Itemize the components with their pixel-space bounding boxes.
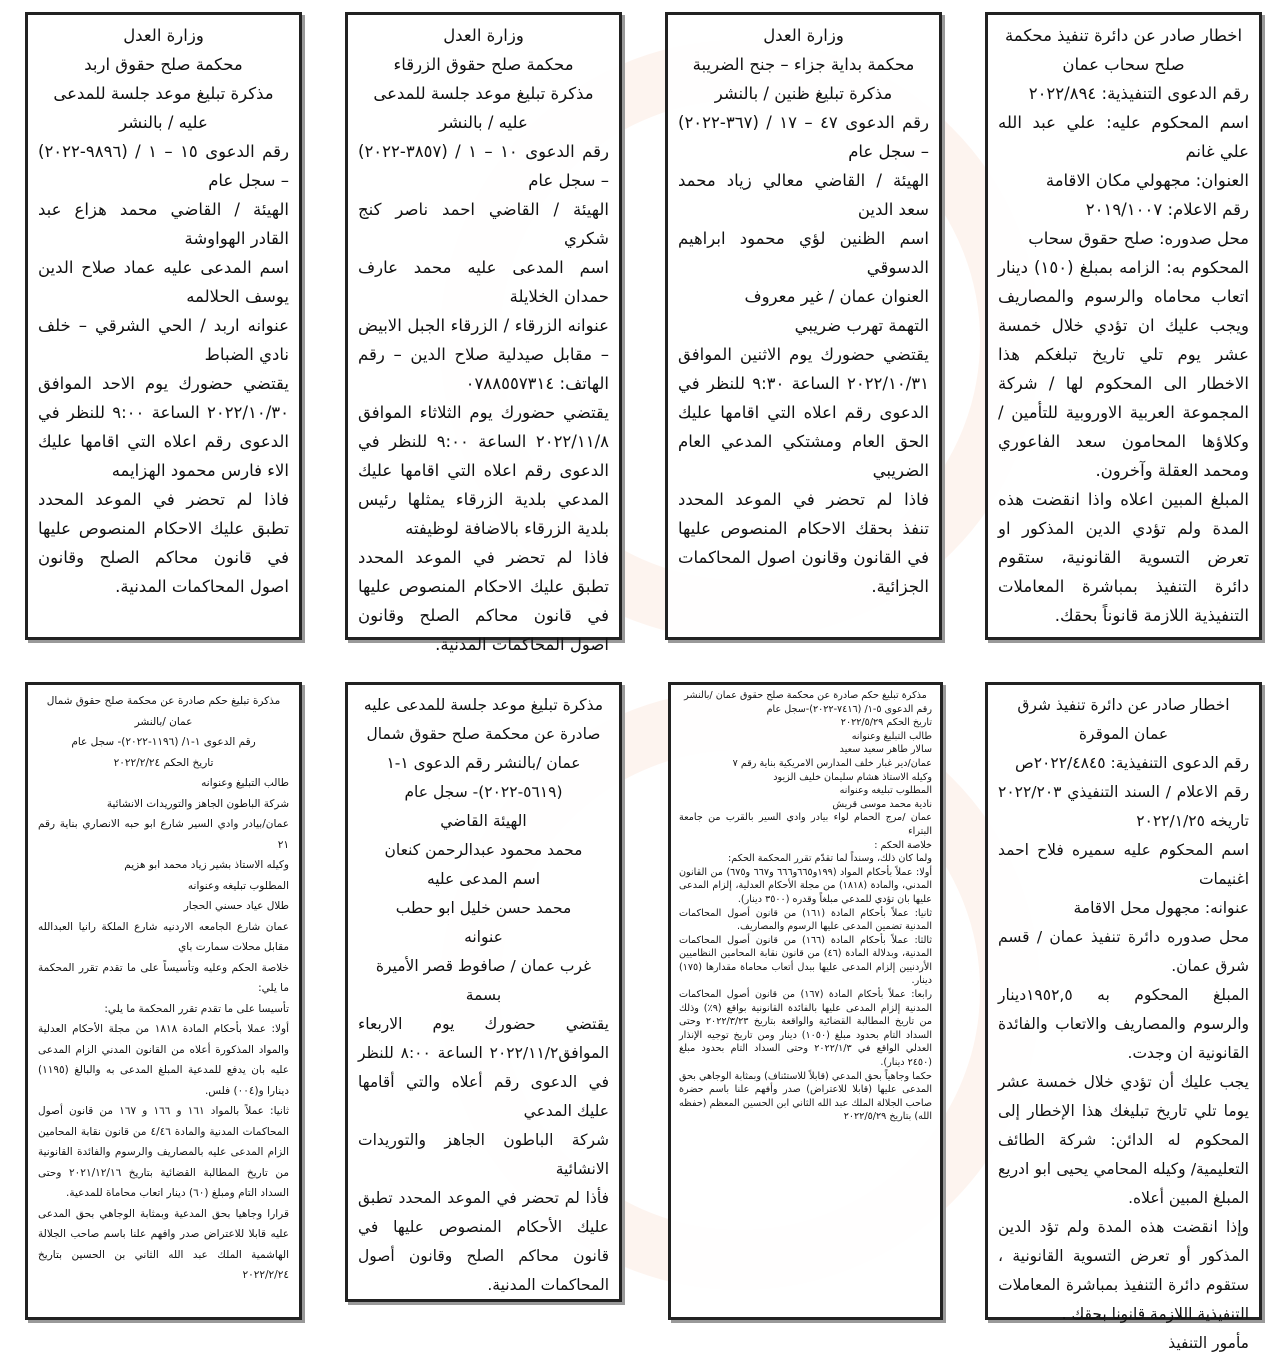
notice-line: رقم الدعوى ١-١/ (١١٩٦-٢٠٢٢)- سجل عام xyxy=(71,736,256,748)
notice-line: مأمور التنفيذ xyxy=(1168,1334,1249,1352)
notice-line: المطلوب تبليغه وعنوانه xyxy=(839,785,932,797)
notice-line: اسم الظنين لؤي محمود ابراهيم الدسوقي xyxy=(678,229,929,277)
notice-line: رقم الدعوى ١٥ – ١ / (٩٨٩٦-٢٠٢٢) – سجل عام xyxy=(38,142,289,190)
notice-line: محمد حسن خليل ابو حطب xyxy=(395,899,572,917)
notice-sahab-execution xyxy=(985,12,1262,640)
notice-zarqa-court xyxy=(345,12,622,654)
notice-line: محل صدوره دائرة تنفيذ عمان / قسم شرق عمان. xyxy=(998,928,1249,975)
notice-line: يقتضي حضورك يوم الاثنين الموافق ٢٠٢٢/١٠/٣١ الساعة ٩:٣٠ للنظر في الدعوى رقم اعلاه التي اقامها عليك الحق العام ومشتكي المدعي العام الضريبي xyxy=(678,345,929,480)
notice-east-amman-execution xyxy=(985,682,1262,1352)
notice-heading: اخطار صادر عن دائرة تنفيذ محكمة صلح سحاب عمان xyxy=(1004,26,1243,74)
notice-line: محكمة بداية جزاء – جنح الضريبة xyxy=(692,55,915,74)
notice-line: طلال عياد حسني الحجار xyxy=(183,900,289,912)
notice-line: المطلوب تبليغه وعنوانه xyxy=(187,879,289,892)
notice-line: عنوانه اربد / الحي الشرقي – خلف نادي الضباط xyxy=(38,316,289,364)
notice-line: نادية محمد موسى قريش xyxy=(832,798,932,810)
notice-line: محل صدوره: صلح حقوق سحاب xyxy=(1028,229,1249,248)
notice-line: وكيله الاستاذ هشام سليمان خليف الزيود xyxy=(773,771,932,783)
notice-line: شركة الباطون الجاهز والتوريدات الانشائية xyxy=(106,797,289,810)
notice-line: المبلغ المبين اعلاه واذا انقضت هذه المدة ولم تؤدي الدين المذكور او تعرض التسوية القانونية، ستقوم دائرة التنفيذ بمباشرة المعاملات التنفيذية اللازمة قانوناً بحقك. xyxy=(998,490,1249,625)
notice-line: وكيله الاستاذ بشير زياد محمد ابو هزيم xyxy=(124,859,289,871)
notice-line: مذكرة تبليغ ظنين / بالنشر xyxy=(714,84,893,103)
notice-heading: مذكرة تبليغ موعد جلسة للمدعى عليه صادرة عن محكمة صلح حقوق شمال عمان /بالنشر رقم الدعوى ١-١ (٥٦١٩-٢٠٢٢)- سجل عام xyxy=(363,696,604,801)
notice-line: عمان/بيادر وادي السير شارع ابو حبه الانصاري بناية رقم ٢١ xyxy=(38,818,289,851)
notice-line: عمان /مرج الحمام لواء بيادر وادي السير بالقرب من جامعة البتراء xyxy=(679,812,932,837)
notice-line: العنوان: مجهولي مكان الاقامة xyxy=(1045,171,1249,190)
notice-line: الهيئة / القاضي احمد ناصر كنج شكري xyxy=(358,200,609,248)
notice-line: ثانيا: عملاً بالمواد ١٦١ و ١٦٦ و ١٦٧ من قانون أصول المحاكمات المدنية والمادة ٤/٤٦ من قانون نقابة المحامين الزام المدعى عليه بالمصاريف والرسوم والفائدة القانونية من تاريخ المطالبة القضائية بتاريخ ٢٠٢١/١٢/١٦ وحتى السداد التام ومبلغ (٦٠) دينار اتعاب محاماة للمدعية. xyxy=(38,1105,289,1199)
notice-line: رقم الدعوى ١٠ – ١ / (٣٨٥٧-٢٠٢٢) – سجل عام xyxy=(358,142,609,190)
notice-line: فاذا لم تحضر في الموعد المحدد تطبق عليك الاحكام المنصوص عليها في قانون محاكم الصلح وقانون اصول المحاكمات المدنية. xyxy=(358,548,609,654)
notice-line: تأسيسا على ما تقدم تقرر المحكمة ما يلي: xyxy=(104,1002,289,1015)
notice-heading: وزارة العدل xyxy=(763,26,844,45)
notice-line: يقتضي حضورك يوم الاربعاء الموافق٢٠٢٢/١١/٢ الساعة ٨:٠٠ للنظر في الدعوى رقم أعلاه والتي أقامها عليك المدعي xyxy=(358,1015,609,1120)
notice-line: شركة الباطون الجاهز والتوريدات الانشائية xyxy=(358,1131,609,1178)
notice-line: سالار طاهر سعيد سعيد xyxy=(839,744,932,756)
notice-heading: وزارة العدل xyxy=(443,26,524,45)
notice-line: المبلغ المحكوم به ١٩٥٢,٥دينار والرسوم والمصاريف والاتعاب والفائدة القانونية ان وجدت. xyxy=(998,986,1249,1062)
notice-line: يقتضي حضورك يوم الاحد الموافق ٢٠٢٢/١٠/٣٠ الساعة ٩:٠٠ للنظر في الدعوى رقم اعلاه التي اقامها عليك الاء فارس محمود الهزايمه xyxy=(38,374,289,480)
notice-line: الهيئة / القاضي محمد هزاع عبد القادر الهواوشة xyxy=(38,200,289,248)
notice-line: تاريخ الحكم ٢٠٢٢/٥/٢٩ xyxy=(840,717,932,729)
notice-line: رقم الدعوى ٤٧ – ١٧ / (٣٦٧-٢٠٢٢) – سجل عام xyxy=(678,113,929,161)
notice-line: اسم المدعى عليه محمد عارف حمدان الخلايلة xyxy=(358,258,609,306)
notice-heading: اخطار صادر عن دائرة تنفيذ شرق عمان الموقرة xyxy=(1017,696,1230,743)
notice-line: طالب التبليغ وعنوانه xyxy=(851,730,932,742)
notice-tax-court xyxy=(665,12,942,640)
notice-line: رقم الدعوى التنفيذية: ٢٠٢٢/٤٨٤٥ص xyxy=(1014,754,1249,772)
notice-line: فأذا لم تحضر في الموعد المحدد تطبق عليك الأحكام المنصوص عليها في قانون محاكم الصلح وقانون أصول المحاكمات المدنية. xyxy=(358,1189,609,1294)
notice-line: اسم المدعى عليه عماد صلاح الدين يوسف الحلالمه xyxy=(38,258,289,306)
notice-line: رقم الدعوى ٥-١/ (٧٤١٦-٢٠٢٢)-سجل عام xyxy=(766,703,932,715)
notice-line: ثانيا: عملاً بأحكام المادة (١٦١) من قانون أصول المحاكمات المدنية تضمين المدعى عليها الرسوم والمصاريف. xyxy=(679,907,933,933)
notice-line: محكمة صلح حقوق اربد xyxy=(84,55,243,74)
notice-line: مذكرة تبليغ موعد جلسة للمدعى عليه / بالنشر xyxy=(53,84,274,132)
notice-line: العنوان عمان / غير معروف xyxy=(744,287,929,306)
notice-line: عمان شارع الجامعه الاردنيه شارع الملكة رانيا العبدالله مقابل محلات سمارت باي xyxy=(38,920,289,953)
notice-line: ولما كان ذلك، وسنداً لما تقدّم تقرر المحكمة الحكم: xyxy=(728,853,932,865)
notice-line: وإذا انقضت هذه المدة ولم تؤد الدين المذكور أو تعرض التسوية القانونية ، ستقوم دائرة التنفيذ بمباشرة المعاملات التنفيذية اللازمة قانونا بحقك . xyxy=(998,1218,1249,1323)
notice-line: أولا: عملاً بأحكام المواد (١٩٩و٦٦٥و٦٦٦ و٦٦٧ و٦٧٥) من القانون المدني، والمادة (١٨١٨) من مجلة الأحكام العدلية، إلزام المدعى عليها بان تؤدي للمدعي مبلغاً وقدره (٣٥٠٠ دينار). xyxy=(679,866,932,905)
notice-line: الهيئة القاضي xyxy=(440,812,527,830)
notice-line: تاريخ الحكم ٢٠٢٢/٢/٢٤ xyxy=(113,756,214,769)
notice-line: اسم المدعى عليه xyxy=(426,870,541,888)
notice-line: عنوانه: مجهول محل الاقامة xyxy=(1073,899,1249,917)
notice-line: رابعا: عملاً بأحكام المادة (١٦٧) من قانون أصول المحاكمات المدنية إلزام المدعى عليها بالفائدة القانونية بواقع (٩٪) وذلك من تاريخ المطالبة القضائية والواقعة بتاريخ ٢٠٢٢/٣/٢٣ وحتى السداد التام بحدود مبلغ (١٠٥٠) دينار ومن تاريخ توجيه الإنذار العدلي الواقع في ٢٠٢٢/١/٣ وحتى السداد التام بحدود مبلغ (٢٤٥٠ دينار). xyxy=(679,989,933,1069)
notice-line: الهيئة / القاضي معالي زياد محمد سعد الدين xyxy=(678,171,929,219)
notice-heading: مذكرة تبليغ حكم صادرة عن محكمة صلح حقوق عمان /بالنشر xyxy=(684,690,927,701)
notice-line: يجب عليك أن تؤدي خلال خمسة عشر يوما تلي تاريخ تبليغك هذا الإخطار إلى المحكوم له الدائن: شركة الطائف التعليمية/ وكيله المحامي يحيى ابو ادريع المبلغ المبين أعلاه. xyxy=(998,1073,1249,1207)
notice-north-amman-judgment xyxy=(25,682,302,1320)
notice-heading: مذكرة تبليغ حكم صادرة عن محكمة صلح حقوق شمال عمان /بالنشر xyxy=(46,695,281,728)
notice-line: خلاصة الحكم : xyxy=(874,839,932,851)
notice-line: المحكوم به: الزامه بمبلغ (١٥٠) دينار اتعاب محاماه والرسوم والمصاريف ويجب عليك ان تؤدي خلال خمسة عشر يوم تلي تاريخ تبلغكم هذا الاخطار الى المحكوم لها / شركة المجموعة العربية الاوروبية للتأمين / وكلاؤها المحامون سعد الفاعوري ومحمد العقلة وآخرون. xyxy=(998,258,1249,480)
notice-irbid-court xyxy=(25,12,302,640)
notice-line: رقم الدعوى التنفيذية: ٢٠٢٢/٨٩٤ xyxy=(1028,84,1249,103)
notice-line: عنوانه xyxy=(464,928,503,946)
notice-line: عنوانه الزرقاء / الزرقاء الجبل الابيض – مقابل صيدلية صلاح الدين – رقم الهاتف: ٠٧٨٨٥٥٧٣١٤ xyxy=(358,316,609,393)
notice-line: قرارا وجاهيا بحق المدعية وبمثابة الوجاهي بحق المدعى عليه قابلا للاعتراض صدر وافهم علنا باسم صاحب الجلالة الهاشمية الملك عبد الله الثاني بن الحسين بتاريخ ٢٠٢٢/٢/٢٤ xyxy=(38,1207,289,1281)
notice-line: التهمة تهرب ضريبي xyxy=(794,316,929,335)
notice-line: مذكرة تبليغ موعد جلسة للمدعى عليه / بالنشر xyxy=(373,84,594,132)
notice-line: محكمة صلح حقوق الزرقاء xyxy=(393,55,574,74)
notice-line: طالب التبليغ وعنوانه xyxy=(201,777,289,789)
notice-line: فاذا لم تحضر في الموعد المحدد تطبق عليك الاحكام المنصوص عليها في قانون محاكم الصلح وقانون اصول المحاكمات المدنية. xyxy=(38,490,289,596)
notice-heading: وزارة العدل xyxy=(123,26,204,45)
notice-line: أولا: عملا بأحكام المادة ١٨١٨ من مجلة الأحكام العدلية والمواد المذكورة أعلاه من القانون المدني الزام المدعى عليه بان يدفع للمدعية المبلغ المدعى به والبالغ (١١٩٥) دينارا و(٠٠٤) فلس. xyxy=(38,1023,290,1097)
notice-line: يقتضي حضورك يوم الثلاثاء الموافق ٢٠٢٢/١١/٨ الساعة ٩:٠٠ للنظر في الدعوى رقم اعلاه التي اقامها عليك المدعي بلدية الزرقاء يمثلها رئيس بلدية الزرقاء بالاضافة لوظيفته xyxy=(358,403,609,538)
notice-line: خلاصة الحكم وعليه وتأسيساً على ما تقدم تقرر المحكمة ما يلي: xyxy=(38,961,289,994)
notice-line: رقم الاعلام: ٢٠١٩/١٠٠٧ xyxy=(1085,200,1249,219)
notice-line: عمان/دير غبار خلف المدارس الامريكية بناية رقم ٧ xyxy=(732,757,932,769)
notice-line: محمد محمود عبدالرحمن كنعان xyxy=(384,841,583,859)
notice-line: فاذا لم تحضر في الموعد المحدد تنفذ بحقك الاحكام المنصوص عليها في القانون وقانون اصول المحاكمات الجزائية. xyxy=(678,490,929,596)
notice-line: رقم الاعلام / السند التنفيذي ٢٠٢٢/٢٠٣ تاريخه ٢٠٢٢/١/٢٥ xyxy=(998,783,1249,830)
notice-line: اسم المحكوم عليه: علي عبد الله علي غانم xyxy=(998,113,1249,161)
notice-line: ثالثا: عملاً بأحكام المادة (١٦٦) من قانون أصول المحاكمات المدنية، وبدلالة المادة (٤٦) من قانون نقابة المحامين النظاميين الأردنيين إلزام المدعى عليها ببدل أتعاب محاماة مقدارها (١٧٥) دينار. xyxy=(679,934,933,987)
notice-north-amman-hearing xyxy=(345,682,622,1302)
notice-line: حكما وجاهياً بحق المدعي (قابلاً للاستئناف) وبمثابة الوجاهي بحق المدعى عليها (قابلا للاعتراض) صدر وأفهم علنا باسم حضرة صاحب الجلالة الملك عبد الله الثاني ابن الحسين المعظم (حفظه الله) بتاريخ ٢٠٢٢/٥/٢٩ xyxy=(679,1070,932,1123)
notice-line: اسم المحكوم عليه سميره فلاح احمد اغنيمات xyxy=(998,841,1249,888)
notice-amman-judgment xyxy=(668,682,943,1320)
notice-line: غرب عمان / صافوط قصر الأميرة بسمة xyxy=(375,957,592,1004)
